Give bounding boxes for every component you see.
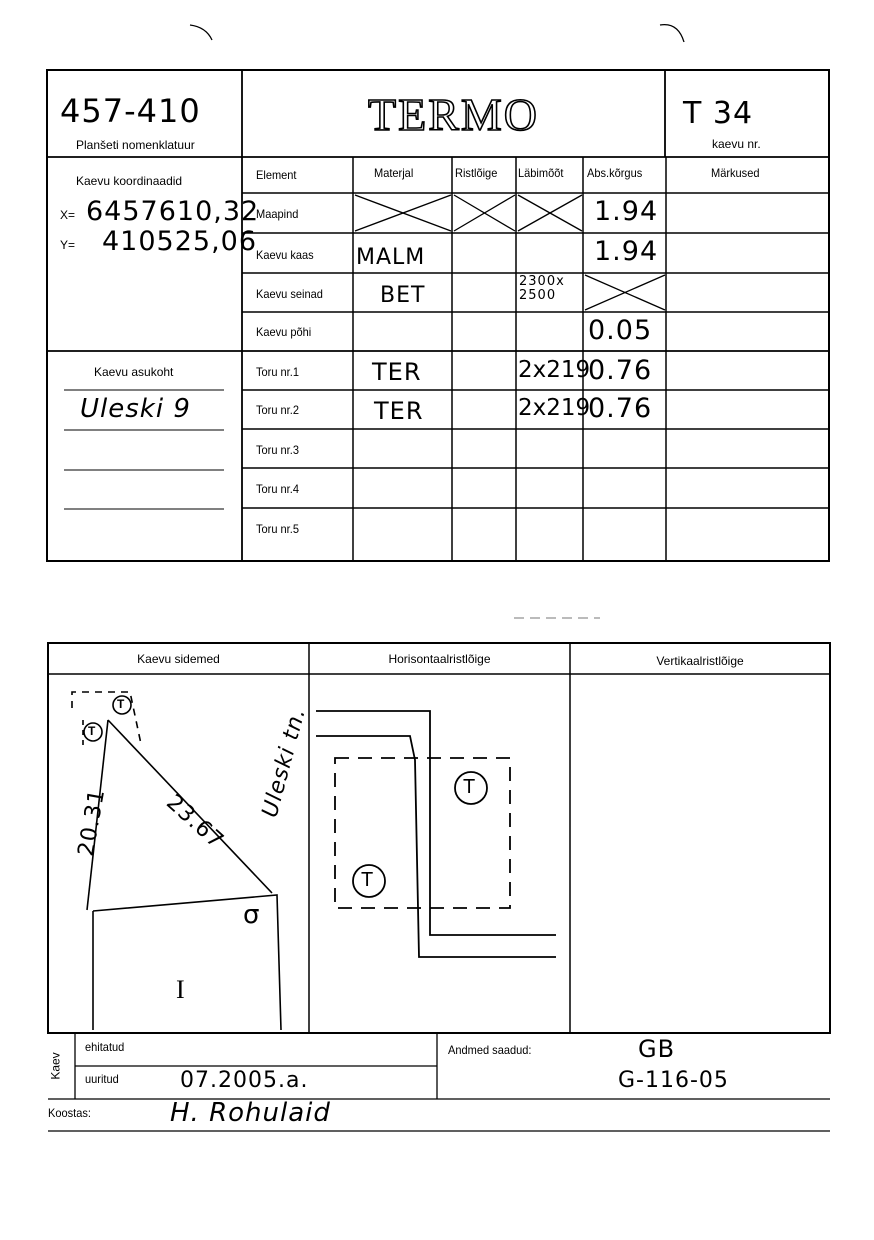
row-element-toru-4: Toru nr.4: [256, 482, 299, 496]
koostas-label: Koostas:: [48, 1106, 91, 1120]
row-element-toru-1: Toru nr.1: [256, 365, 299, 379]
x-value: 6457610,32: [86, 196, 260, 227]
street-note: Uleski tn.: [257, 704, 311, 821]
symbol-t-2: T: [88, 724, 96, 738]
toru1-labimoot: 2x219: [518, 357, 591, 383]
row-element-toru-5: Toru nr.5: [256, 522, 299, 536]
andmed-value-1: GB: [638, 1035, 676, 1063]
row-element-kaevu-kaas: Kaevu kaas: [256, 248, 314, 262]
row-element-kaevu-seinad: Kaevu seinad: [256, 287, 323, 301]
y-value: 410525,06: [102, 226, 258, 257]
kaev-label: Kaev: [48, 1052, 63, 1080]
symbol-t-3: T: [463, 776, 476, 798]
y-label: Y=: [60, 238, 76, 252]
coordinates-label: Kaevu koordinaadid: [76, 174, 183, 188]
pohi-abs-korgus: 0.05: [588, 315, 653, 346]
planset-number: 457-410: [60, 92, 201, 130]
toru1-abs-korgus: 0.76: [588, 355, 653, 386]
horisontaal-header: Horisontaalristlõige: [388, 652, 491, 666]
page-title: TERMO: [368, 89, 539, 140]
uuritud-value: 07.2005.a.: [180, 1068, 309, 1093]
maapind-abs-korgus: 1.94: [594, 196, 659, 227]
col-header-materjal: Materjal: [374, 166, 414, 180]
toru2-materjal: TER: [374, 397, 424, 425]
andmed-value-2: G-116-05: [618, 1068, 729, 1093]
dimension-1: 20.31: [73, 786, 111, 859]
building-mark: I: [176, 975, 185, 1004]
seinad-labimoot: 2300x 2500: [519, 274, 565, 303]
kaevu-number-label: kaevu nr.: [712, 137, 761, 151]
ehitatud-label: ehitatud: [85, 1040, 125, 1054]
planset-label: Planšeti nomenklatuur: [76, 138, 195, 152]
row-element-toru-3: Toru nr.3: [256, 443, 299, 457]
sidemed-header: Kaevu sidemed: [137, 652, 220, 666]
col-header-ristloige: Ristlõige: [455, 166, 498, 180]
row-element-maapind: Maapind: [256, 207, 299, 221]
col-header-markused: Märkused: [711, 166, 760, 180]
kaas-materjal: MALM: [356, 245, 426, 270]
andmed-label: Andmed saadud:: [448, 1043, 532, 1057]
toru2-labimoot: 2x219: [518, 395, 591, 421]
dimension-2: 23.67: [161, 790, 229, 855]
toru2-abs-korgus: 0.76: [588, 393, 653, 424]
corner-mark: σ: [243, 900, 261, 930]
x-label: X=: [60, 208, 76, 222]
symbol-t-4: T: [361, 869, 374, 891]
symbol-t-1: T: [117, 697, 125, 711]
location-value: Uleski 9: [80, 394, 191, 424]
vertikaal-header: Vertikaalristlõige: [656, 654, 744, 668]
row-element-kaevu-pohi: Kaevu põhi: [256, 325, 312, 339]
kaas-abs-korgus: 1.94: [594, 236, 659, 267]
row-element-toru-2: Toru nr.2: [256, 403, 299, 417]
col-header-abs-korgus: Abs.kõrgus: [587, 166, 643, 180]
kaevu-number: T 34: [683, 96, 754, 131]
col-header-element: Element: [256, 168, 297, 182]
location-label: Kaevu asukoht: [94, 365, 174, 379]
kaev-vertical-label-wrap: [48, 1043, 75, 1093]
seinad-materjal: BET: [380, 283, 426, 308]
col-header-labimoot: Läbimõõt: [518, 166, 564, 180]
koostas-value: H. Rohulaid: [170, 1098, 331, 1128]
uuritud-label: uuritud: [85, 1072, 119, 1086]
toru1-materjal: TER: [372, 358, 422, 386]
